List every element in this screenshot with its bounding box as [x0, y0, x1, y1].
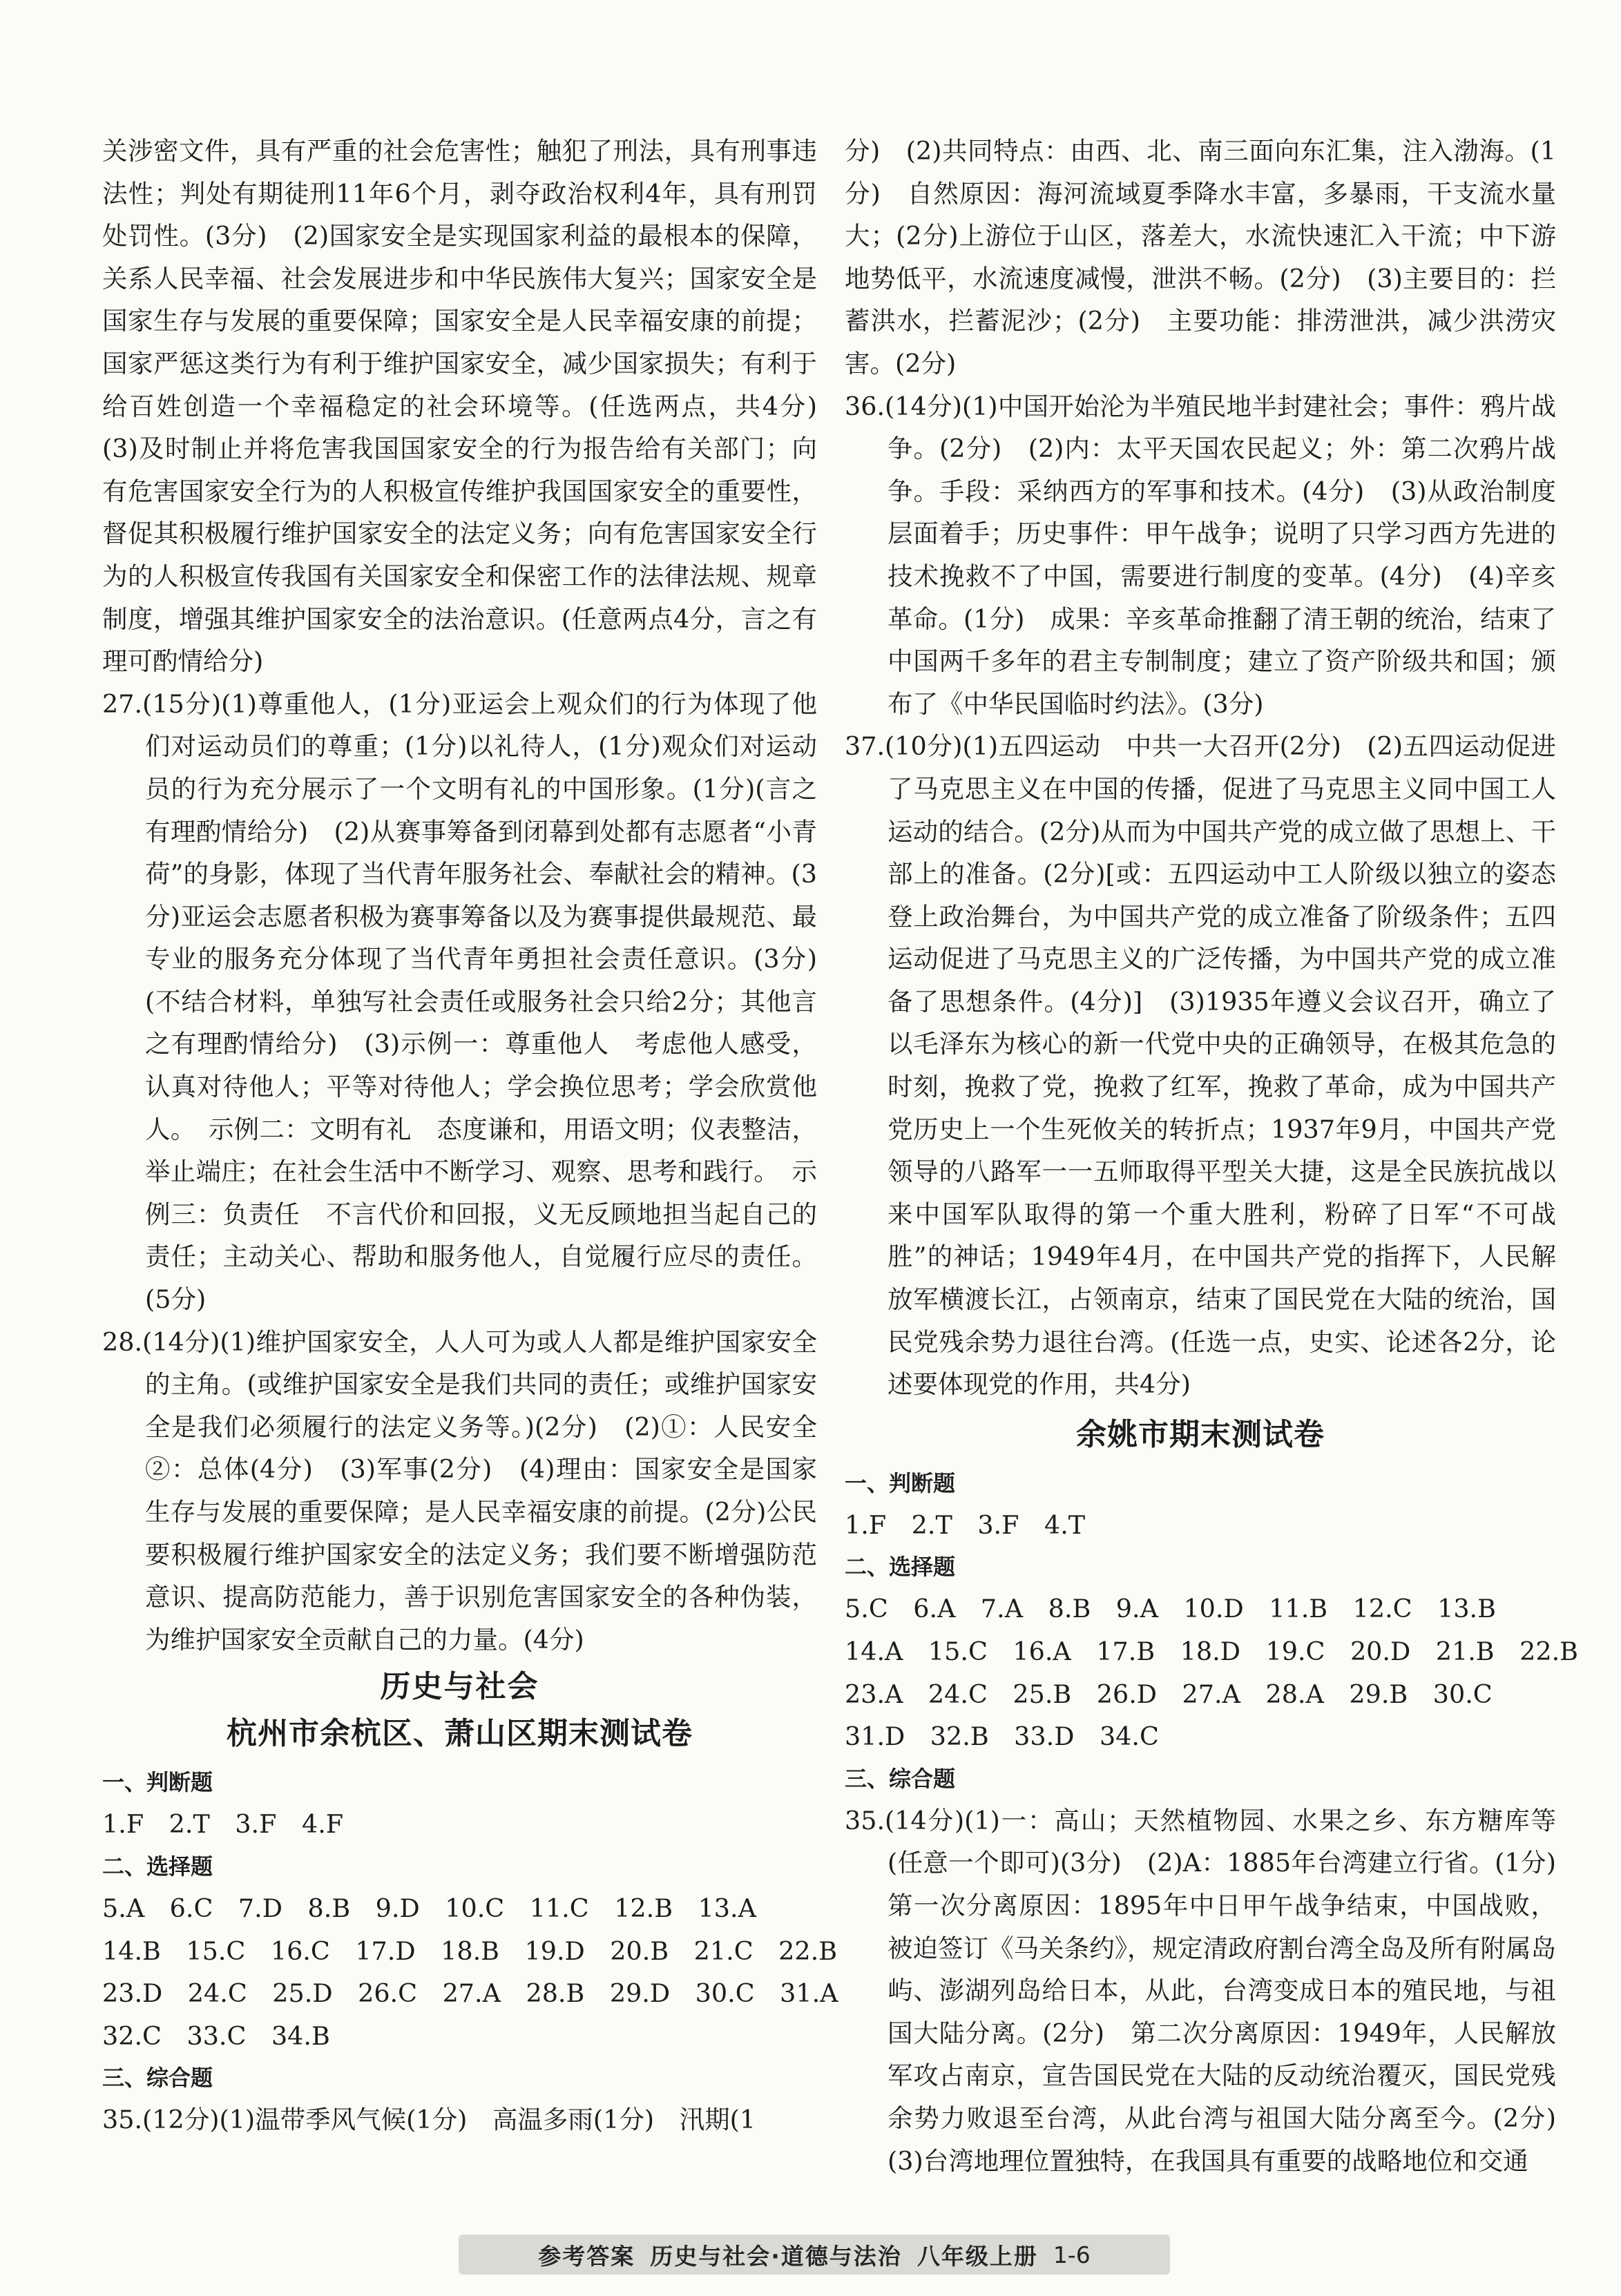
answer-block-continued: 关涉密文件，具有严重的社会危害性；触犯了刑法，具有刑事违法性；判处有期徒刑11年6个月，剥夺政治权利4年，具有刑罚处罚性。(3分) (2)国家安全是实现国家利益的最根本的保障，关系人民幸福、社会发展进步和中华民族伟大复兴；国家安全是国家生存与发展的重要保障；国家安全是人民幸福安康的前提；国家严惩这类行为有利于维护国家安全，减少国家损失；有利于给百姓创造一个幸福稳定的社会环境等。(任选两点，共4分) (3)及时制止并将危害我国国家安全的行为报告给有关部门；向有危害国家安全行为的人积极宣传维护我国国家安全的重要性，督促其积极履行维护国家安全的法定义务；向有危害国家安全行为的人积极宣传我国有关国家安全和保密工作的法律法规、规章制度，增强其维护国家安全的法治意识。(任意两点4分，言之有理可酌情给分)	[102, 136, 843, 677]
choice-answers-row: 23.D 24.C 25.D 26.C 27.A 28.B 29.D 30.C 31.A	[102, 1978, 838, 2009]
choice-answers-row: 5.A 6.C 7.D 8.B 9.D 10.C 11.C 12.B 13.A	[102, 1893, 756, 1923]
answer-q28: 28.(14分)(1)维护国家安全，人人可为或人人都是维护国家安全的主角。(或维护国家安全是我们共同的责任；或维护国家安全是我们必须履行的法定义务等。)(2分) (2)①：人民安全 ②：总体(4分) (3)军事(2分) (4)理由：国家安全是国家生存与发展的重要保障；是人民幸福安康的前提。(2分)公民要积极履行维护国家安全的法定义务；我们要不断增强防范意识、提高防范能力，善于识别危害国家安全的各种伪装，为维护国家安全贡献自己的力量。(4分)	[102, 1327, 843, 1655]
footer-grade: 八年级上册	[917, 2242, 1038, 2270]
choice-answers-row: 5.C 6.A 7.A 8.B 9.A 10.D 11.B 12.C 13.B	[845, 1594, 1496, 1624]
section-multiple-choice: 二、选择题	[845, 1554, 956, 1581]
choice-answers-row: 31.D 32.B 33.D 34.C	[845, 1721, 1159, 1752]
true-false-answers: 1.F 2.T 3.F 4.T	[845, 1509, 1086, 1540]
answer-q36: 36.(14分)(1)中国开始沦为半殖民地半封建社会；事件：鸦片战争。(2分) (2)内：太平天国农民起义；外：第二次鸦片战争。手段：采纳西方的军事和技术。(4分) (3)从政治制度层面着手；历史事件：甲午战争；说明了只学习西方先进的技术挽救不了中国，需要进行制度的变革。(4分) (4)辛亥革命。(1分) 成果：辛亥革命推翻了清王朝的统治，结束了中国两千多年的君主专制制度；建立了资产阶级共和国；颁布了《中华民国临时约法》。(3分)	[845, 391, 1556, 719]
section-comprehensive: 三、综合题	[845, 1765, 956, 1792]
choice-answers-row: 32.C 33.C 34.B	[102, 2020, 330, 2051]
right-column	[845, 130, 1582, 2182]
section-true-false: 一、判断题	[845, 1469, 956, 1496]
choice-answers-row: 14.A 15.C 16.A 17.B 18.D 19.C 20.D 21.B 22.B	[845, 1637, 1578, 1666]
true-false-answers: 1.F 2.T 3.F 4.F	[102, 1809, 344, 1840]
subject-heading: 历史与社会	[380, 1669, 539, 1705]
exam-heading-yuyao: 余姚市期末测试卷	[1076, 1416, 1325, 1452]
answer-q35: 35.(12分)(1)温带季风气候(1分) 高温多雨(1分) 汛期(1	[102, 2105, 756, 2135]
footer-subjects: 历史与社会·道德与法治	[650, 2242, 902, 2270]
choice-answers-row: 14.B 15.C 16.C 17.D 18.B 19.D 20.B 21.C 22.B	[102, 1936, 838, 1966]
answer-q37: 37.(10分)(1)五四运动 中共一大召开(2分) (2)五四运动促进了马克思主义在中国的传播，促进了马克思主义同中国工人运动的结合。(2分)从而为中国共产党的成立做了思想上、干部上的准备。(2分)[或：五四运动中工人阶级以独立的姿态登上政治舞台，为中国共产党的成立准备了阶级条件；五四运动促进了马克思主义的广泛传播，为中国共产党的成立准备了思想条件。(4分)] (3)1935年遵义会议召开，确立了以毛泽东为核心的新一代党中央的正确领导，在极其危急的时刻，挽救了党，挽救了红军，挽救了革命，成为中国共产党历史上一个生死攸关的转折点；1937年9月，中国共产党领导的八路军一一五师取得平型关大捷，这是全民族抗战以来中国军队取得的第一个重大胜利，粉碎了日军“不可战胜”的神话；1949年4月，在中国共产党的指挥下，人民解放军横渡长江，占领南京，结束了国民党在大陆的统治，国民党残余势力退往台湾。(任选一点，史实、论述各2分，论述要体现党的作用，共4分)	[845, 731, 1556, 1400]
answer-q35: 35.(14分)(1)一：高山；天然植物园、水果之乡、东方糖库等(任意一个即可)(3分) (2)A：1885年台湾建立行省。(1分) 第一次分离原因：1895年中日甲午战争结束，中国战败，被迫签订《马关条约》，规定清政府割台湾全岛及所有附属岛屿、澎湖列岛给日本，从此，台湾变成日本的殖民地，与祖国大陆分离。(2分) 第二次分离原因：1949年，人民解放军攻占南京，宣告国民党在大陆的反动统治覆灭，国民党残余势力败退至台湾，从此台湾与祖国大陆分离至今。(2分) (3)台湾地理位置独特，在我国具有重要的战略地位和交通	[845, 1805, 1582, 2176]
section-true-false: 一、判断题	[102, 1769, 213, 1796]
section-comprehensive: 三、综合题	[102, 2065, 213, 2092]
section-multiple-choice: 二、选择题	[102, 1853, 213, 1880]
exam-heading-hangzhou: 杭州市余杭区、萧山区期末测试卷	[227, 1716, 693, 1752]
left-column	[102, 130, 843, 2141]
page-footer	[459, 2235, 1170, 2275]
answer-block-continued: 分) (2)共同特点：由西、北、南三面向东汇集，注入渤海。(1分) 自然原因：海河流域夏季降水丰富，多暴雨，干支流水量大；(2分)上游位于山区，落差大，水流快速汇入干流；中下游地势低平，水流速度减慢，泄洪不畅。(2分) (3)主要目的：拦蓄洪水，拦蓄泥沙；(2分) 主要功能：排涝泄洪，减少洪涝灾害。(2分)	[845, 136, 1556, 378]
choice-answers-row: 23.A 24.C 25.B 26.D 27.A 28.A 29.B 30.C	[845, 1679, 1493, 1709]
page-number: 1-6	[1053, 2241, 1091, 2268]
answer-q27: 27.(15分)(1)尊重他人，(1分)亚运会上观众们的行为体现了他们对运动员们的尊重；(1分)以礼待人，(1分)观众们对运动员的行为充分展示了一个文明有礼的中国形象。(1分)(言之有理酌情给分) (2)从赛事筹备到闭幕到处都有志愿者“小青荷”的身影，体现了当代青年服务社会、奉献社会的精神。(3分)亚运会志愿者积极为赛事筹备以及为赛事提供最规范、最专业的服务充分体现了当代青年勇担社会责任意识。(3分)(不结合材料，单独写社会责任或服务社会只给2分；其他言之有理酌情给分) (3)示例一：尊重他人 考虑他人感受，认真对待他人；平等对待他人；学会换位思考；学会欣赏他人。 示例二：文明有礼 态度谦和，用语文明；仪表整洁，举止端庄；在社会生活中不断学习、观察、思考和践行。 示例三：负责任 不言代价和回报，义无反顾地担当起自己的责任；主动关心、帮助和服务他人，自觉履行应尽的责任。(5分)	[102, 688, 817, 1315]
footer-label: 参考答案	[538, 2242, 635, 2270]
